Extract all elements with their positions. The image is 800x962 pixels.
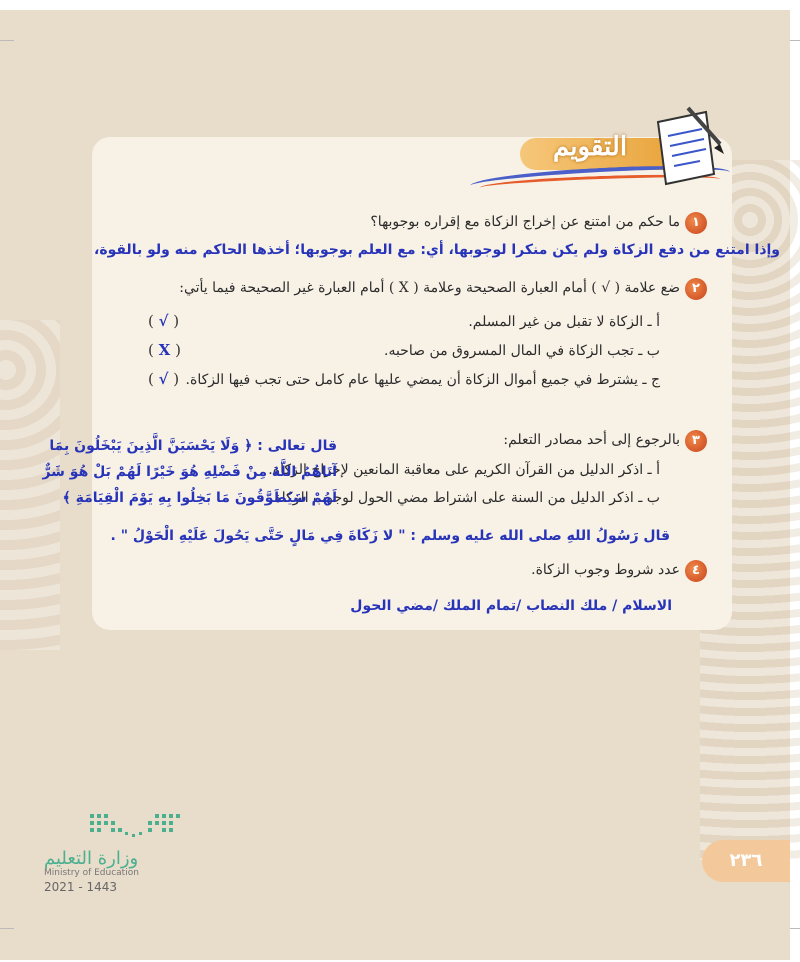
question-2-item-a: أ ـ الزكاة لا تقبل من غير المسلم.: [468, 314, 660, 330]
question-2-item-b: ب ـ تجب الزكاة في المال المسروق من صاحبه.: [384, 343, 660, 359]
section-title: التقويم: [552, 132, 628, 162]
quran-verse-line-2: آتَاهُمُ اللَّهُ مِنْ فَضْلِهِ هُوَ خَيْرًا لَهُمْ بَلْ هُوَ شَرٌّ: [42, 464, 337, 480]
answer-mark-b: ( X ): [148, 341, 181, 359]
hadith-answer: قال رَسُولُ اللهِ صلى الله عليه وسلم : " لا زَكَاةَ فِي مَالٍ حَتَّى يَحُولَ عَلَيْهِ الْحَوْلُ " .: [110, 528, 670, 544]
question-2-item-c: ج ـ يشترط في جميع أموال الزكاة أن يمضي عليها عام كامل حتى تجب فيها الزكاة.: [185, 372, 660, 388]
question-number-3: ٣: [685, 430, 707, 452]
question-number-2: ٢: [685, 278, 707, 300]
quran-verse-line-1: قال تعالى : ﴿ وَلَا يَحْسَبَنَّ الَّذِينَ يَبْخَلُونَ بِمَا: [49, 438, 337, 454]
question-3-text: بالرجوع إلى أحد مصادر التعلم:: [503, 432, 680, 448]
question-4-answer: الاسلام / ملك النصاب /تمام الملك /مضي الحول: [350, 598, 672, 614]
question-3-item-a: أ ـ اذكر الدليل من القرآن الكريم على معاقبة المانعين لإخراج الزكاة.: [268, 462, 660, 478]
question-1-text: ما حكم من امتنع عن إخراج الزكاة مع إقراره بوجوبها؟: [370, 214, 680, 230]
crop-mark: [0, 40, 14, 41]
question-number-1: ١: [685, 212, 707, 234]
answer-mark-c: ( √ ): [148, 370, 180, 388]
answer-mark-a: ( √ ): [148, 312, 180, 330]
question-2-text: ضع علامة ( √ ) أمام العبارة الصحيحة وعلامة ( X ) أمام العبارة غير الصحيحة فيما يأتي:: [179, 280, 680, 296]
page-number: ٢٣٦: [729, 850, 763, 871]
crop-mark: [0, 928, 14, 929]
ministry-year: 2021 - 1443: [44, 880, 118, 894]
question-number-4: ٤: [685, 560, 707, 582]
decorative-pattern-left: [0, 320, 60, 650]
question-4-text: عدد شروط وجوب الزكاة.: [531, 562, 680, 578]
ministry-name-english: Ministry of Education: [44, 868, 139, 878]
ministry-name-arabic: وزارة التعليم: [44, 848, 139, 869]
crop-mark: [790, 40, 800, 41]
page-number-badge: [702, 840, 790, 882]
quran-verse-line-3: لَهُمْ سَيُطَوَّقُونَ مَا بَخِلُوا بِهِ يَوْمَ الْقِيَامَةِ ﴾: [62, 490, 337, 506]
writing-paper-icon: [648, 104, 724, 188]
question-3-item-b: ب ـ اذكر الدليل من السنة على اشتراط مضي الحول لوجوب الزكاة.: [269, 490, 660, 506]
question-1-answer: وإذا امتنع من دفع الزكاة ولم يكن منكرا لوجوبها، أي: مع العلم بوجوبها؛ أخذها الحاكم منه ولو بالقوة،: [94, 242, 780, 258]
crop-mark: [790, 928, 800, 929]
ministry-logo-icon: [88, 812, 183, 842]
